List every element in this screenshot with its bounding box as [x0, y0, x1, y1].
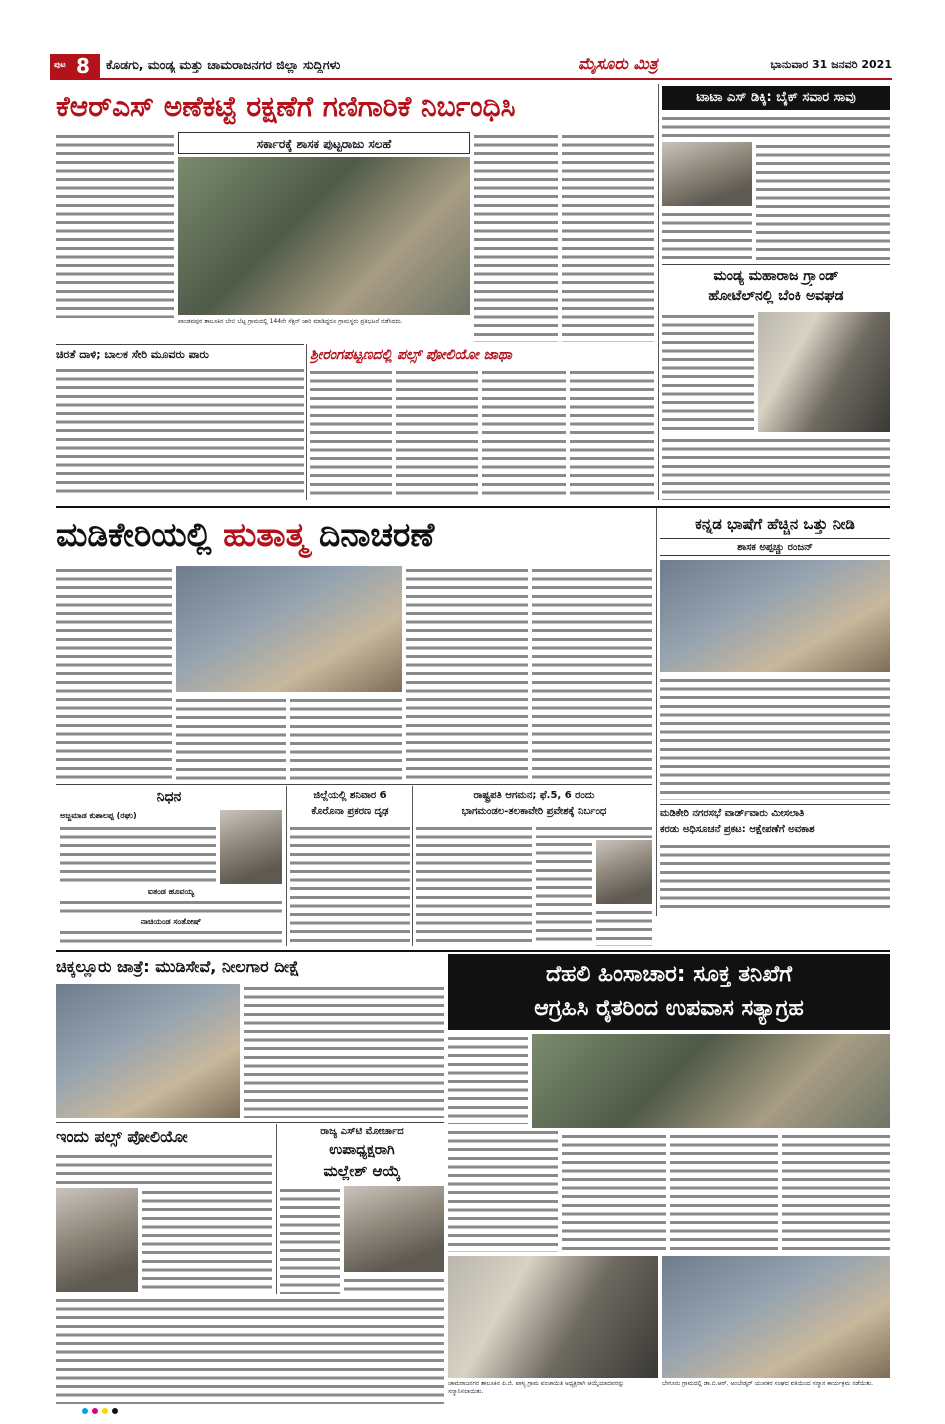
martyrs-headline [56, 510, 652, 560]
pulse-polio-body-top [56, 1152, 272, 1186]
delhi-headline-line1: ದೆಹಲಿ ಹಿಂಸಾಚಾರ: ಸೂಕ್ತ ತನಿಖೆಗೆ [546, 962, 792, 987]
delhi-protest-photo [532, 1034, 890, 1128]
paper-name: ಮೈಸೂರು ಮಿತ್ರ [578, 54, 658, 73]
delhi-ambedkar-photo [662, 1256, 890, 1378]
hotel-headline-line2: ಹೋಟೆಲ್‌ನಲ್ಲಿ ಬೆಂಕಿ ಅವಘಡ [708, 288, 844, 304]
hotel-headline-line1: ಮಂಡ್ಯ ಮಹಾರಾಜ ಗ್ರ್ಯಾಂಡ್ [713, 268, 839, 284]
registration-dot-black [112, 1408, 118, 1414]
president-body-col1 [416, 824, 532, 946]
hotel-top-rule [662, 264, 890, 265]
pulse-polio-top-rule [56, 1122, 444, 1123]
krs-photo-caption: ಪಾಂಡವಪುರ ತಾಲೂಕಿನ ಬೇಬಿ ಬೆಟ್ಟ ಗ್ರಾಮದಲ್ಲಿ 144ನೇ ಸೆಕ್ಷನ್ ಜಾರಿ ಮಾಡಿದ್ದರೂ ಗ್ರಾಮಸ್ಥರು ಪ್ರತಿಭಟನೆ ನಡೆಸಿದರು. [178, 318, 403, 325]
leopard-headline: ಚಿರತೆ ದಾಳಿ; ಬಾಲಕ ಸೇರಿ ಮೂವರು ಪಾರು [56, 348, 209, 361]
polio-rally-body-col4 [570, 368, 654, 498]
hotel-body-col2 [662, 436, 890, 500]
delhi-body-col1 [448, 1034, 528, 1124]
martyrs-top-rule [56, 506, 890, 508]
malesh-rule [276, 1124, 277, 1294]
malesh-body-col2 [344, 1276, 444, 1294]
polio-rally-rule [306, 344, 307, 500]
martyrs-body-col1 [56, 566, 172, 780]
malesh-headline-line1: ರಾಜ್ಯ ಎಸ್‌ಟಿ ಮೋರ್ಚಾದ [320, 1126, 404, 1137]
hotel-fire-photo [758, 312, 890, 432]
obituary-body1 [60, 824, 216, 884]
president-rule [412, 786, 413, 946]
obituary-headline: ನಿಧನ [156, 789, 182, 805]
martyrs-body-col3 [406, 566, 528, 780]
covid-rule [286, 786, 287, 946]
delhi-sanmana-photo [448, 1256, 658, 1378]
chikkalluru-headline: ಚಿಕ್ಕಲ್ಲೂರು ಜಾತ್ರೆ: ಮುಡಿಸೇವೆ, ನೀಲಗಾರ ದೀಕ್ಷೆ [56, 957, 300, 976]
delhi-body-col4 [670, 1132, 778, 1252]
pulse-polio-body-right [142, 1188, 272, 1292]
polio-rally-body-col2 [396, 368, 478, 498]
delhi-caption-right: ಬೇಗೂರು ಗ್ರಾಮದಲ್ಲಿ ಡಾ.ಬಿ.ಆರ್. ಅಂಬೇಡ್ಕರ್ ಯುವಕರ ಸಂಘದ ವತಿಯಿಂದ ಸನ್ಮಾನ ಕಾರ್ಯಕ್ರಮ ನಡೆಯಿತು. [662, 1380, 874, 1387]
president-body-col2 [536, 824, 652, 838]
registration-dot-cyan [82, 1408, 88, 1414]
chikkalluru-top-rule [56, 950, 890, 952]
president-body-col3 [536, 840, 592, 946]
delhi-headline-line2: ಆಗ್ರಹಿಸಿ ರೈತರಿಂದ ಉಪವಾಸ ಸತ್ಯಾಗ್ರಹ [534, 996, 804, 1021]
obituary-top-rule [56, 784, 652, 785]
pulse-polio-headline: ಇಂದು ಪಲ್ಸ್ ಪೋಲಿಯೋ [56, 1127, 188, 1146]
covid-body [290, 824, 410, 946]
obituary-name3: ನಾಚಿಯಂಡ ಸಂತೋಷ್ [140, 917, 202, 926]
section-title: ಕೊಡಗು, ಮಂಡ್ಯ ಮತ್ತು ಚಾಮರಾಜನಗರ ಜಿಲ್ಲಾ ಸುದ್ದಿಗಳು [106, 57, 341, 72]
accident-body-top [662, 114, 890, 140]
obituary-body2 [60, 898, 282, 916]
martyrs-headline-part1: ಮಡಿಕೇರಿಯಲ್ಲಿ [56, 515, 212, 554]
malesh-portrait [344, 1186, 444, 1272]
accident-headline: ಟಾಟಾ ಎಸ್ ಡಿಕ್ಕಿ: ಬೈಕ್ ಸವಾರ ಸಾವು [662, 86, 890, 110]
delhi-body-col2 [448, 1128, 558, 1252]
ward-body [660, 842, 890, 914]
ward-headline-line1: ಮಡಿಕೇರಿ ನಗರಸಭೆ ವಾರ್ಡ್‌ವಾರು ಮೀಸಲಾತಿ [660, 808, 805, 819]
polio-rally-body-col3 [482, 368, 566, 498]
malesh-headline-line2: ಉಪಾಧ್ಯಕ್ಷರಾಗಿ [329, 1142, 395, 1158]
polio-rally-headline: ಶ್ರೀರಂಗಪಟ್ಟಣದಲ್ಲಿ ಪಲ್ಸ್ ಪೋಲಿಯೋ ಜಾಥಾ [310, 347, 512, 363]
leopard-top-rule [56, 344, 304, 345]
delhi-body-col5 [782, 1132, 890, 1252]
delhi-body-col3 [562, 1132, 666, 1252]
accident-victim-photo [662, 142, 752, 206]
martyrs-headline-part2: ಹುತಾತ್ಮ [223, 515, 308, 554]
ward-top-rule [660, 804, 890, 805]
accident-body-bottom [662, 210, 752, 262]
martyrs-headline-part3: ದಿನಾಚರಣೆ [319, 515, 435, 554]
chikkalluru-temple-photo [56, 984, 240, 1118]
martyrs-body-col4 [532, 566, 652, 780]
chikkalluru-body [244, 984, 444, 1118]
kannada-rule [656, 508, 657, 916]
delhi-caption-left: ಚಾಮರಾಜನಗರ ತಾಲೂಕಿನ ಪಿ.ಜಿ. ಪಾಳ್ಯ ಗ್ರಾಮ ಪಂಚಾಯಿತಿ ಅಧ್ಯಕ್ಷರಾಗಿ ಆಯ್ಕೆಯಾದವರನ್ನು ಸನ್ಮಾನಿಸಲಾಯಿತು. [448, 1380, 625, 1395]
krs-body-col2 [474, 132, 558, 342]
president-portrait [596, 840, 652, 904]
covid-headline-line2: ಕೊರೊನಾ ಪ್ರಕರಣ ದೃಢ [311, 806, 389, 817]
obituary-name1: ಅಜ್ಜಮಾಡ ಕುಶಾಲಪ್ಪ (ರಘು) [60, 811, 137, 820]
kannada-subhead: ಶಾಸಕ ಅಪ್ಪಚ್ಚು ರಂಜನ್ [660, 538, 890, 556]
obituary-body3 [60, 928, 282, 946]
krs-headline: ಕೆಆರ್‌ಎಸ್ ಅಣೆಕಟ್ಟೆ ರಕ್ಷಣೆಗೆ ಗಣಿಗಾರಿಕೆ ನಿರ್ಬಂಧಿಸಿ [56, 90, 516, 123]
president-headline-line1: ರಾಷ್ಟ್ರಪತಿ ಆಗಮನ; ಫೆ.5, 6 ರಂದು [473, 790, 595, 801]
polio-rally-body-col1 [310, 368, 392, 498]
leopard-body [56, 366, 304, 498]
obituary-name2: ಐತಂಡ ಹೂವಯ್ಯ [147, 887, 195, 896]
right-column-rule [658, 84, 659, 500]
child-vaccine-photo [56, 1188, 138, 1292]
registration-dot-magenta [92, 1408, 98, 1414]
covid-headline-line1: ಜಿಲ್ಲೆಯಲ್ಲಿ ಶನಿವಾರ 6 [313, 790, 387, 801]
martyrs-body-under-photo1 [176, 696, 286, 780]
page-number-badge [50, 54, 100, 78]
page-number: 8 [76, 54, 90, 78]
pulse-polio-body-bottom [56, 1296, 444, 1404]
krs-protest-photo [178, 157, 470, 315]
page-label: ಪುಟ [54, 60, 66, 69]
delhi-headline-box [448, 954, 890, 1030]
kannada-headline: ಕನ್ನಡ ಭಾಷೆಗೆ ಹೆಚ್ಚಿನ ಒತ್ತು ನೀಡಿ [695, 515, 855, 533]
hotel-body-col1 [662, 312, 754, 432]
martyrs-body-under-photo2 [290, 696, 402, 780]
malesh-body-col1 [280, 1186, 340, 1294]
masthead [50, 52, 892, 80]
issue-date: ಭಾನುವಾರ 31 ಜನವರಿ 2021 [770, 58, 892, 71]
malesh-headline-line3: ಮಲ್ಲೇಶ್ ಆಯ್ಕೆ [323, 1162, 401, 1180]
krs-subhead: ಸರ್ಕಾರಕ್ಕೆ ಶಾಸಕ ಪುಟ್ಟರಾಜು ಸಲಹೆ [178, 132, 470, 154]
martyrs-photo [176, 566, 402, 692]
registration-dot-yellow [102, 1408, 108, 1414]
krs-body-col1 [56, 132, 174, 318]
kannada-body [660, 676, 890, 800]
president-body-col4 [596, 908, 652, 946]
president-headline-line2: ಭಾಗಮಂಡಲ-ತಲಕಾವೇರಿ ಪ್ರವೇಶಕ್ಕೆ ನಿರ್ಬಂಧ [461, 806, 607, 817]
ward-headline-line2: ಕರಡು ಅಧಿಸೂಚನೆ ಪ್ರಕಟ: ಆಕ್ಷೇಪಣೆಗೆ ಅವಕಾಶ [660, 824, 815, 835]
accident-body [756, 142, 890, 262]
obituary-portrait [220, 810, 282, 884]
kannada-event-photo [660, 560, 890, 672]
krs-body-col3 [562, 132, 654, 342]
